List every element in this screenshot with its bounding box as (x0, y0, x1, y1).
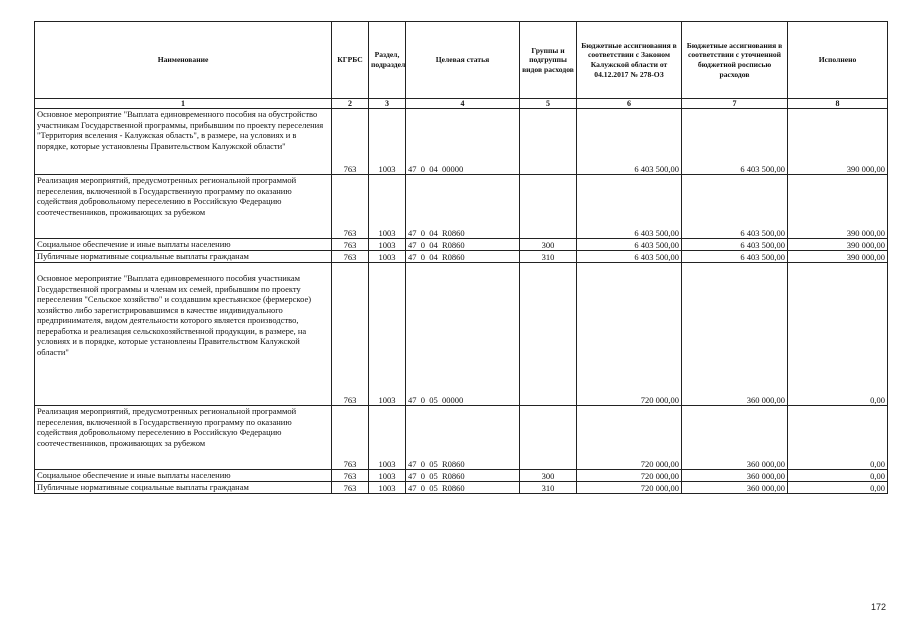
row-law-amount: 720 000,00 (577, 470, 682, 482)
row-kgrbs: 763 (332, 482, 369, 494)
row-section: 1003 (369, 109, 406, 175)
row-executed-amount: 390 000,00 (788, 251, 888, 263)
row-section: 1003 (369, 482, 406, 494)
column-number: 3 (369, 99, 406, 109)
row-name: Реализация мероприятий, предусмотренных региональной программой переселения, включенной в Государственную программу по оказанию содействия добровольному переселению в Российскую Федерацию соотечественников, проживающих за рубежом (35, 406, 332, 470)
header-kgrbs: КГРБС (332, 22, 369, 99)
header-refined-allocations: Бюджетные ассигнования в соответствии с уточненной бюджетной росписью расходов (682, 22, 788, 99)
row-groups (520, 109, 577, 175)
page-number: 172 (870, 602, 886, 612)
row-refined-amount: 6 403 500,00 (682, 239, 788, 251)
table-row (35, 482, 888, 494)
header-executed: Исполнено (788, 22, 888, 99)
row-name: Основное мероприятие "Выплата единовременного пособия участникам Государственной программы и членам их семей, прибывшим по проекту переселения "Сельское хозяйство" и создавшим крестьянское (фермерское) хозяйство либо зарегистрировавшимся в качестве индивидуального предпринимателя, видом деятельности которого является производство, переработка и реализация сельскохозяйственной продукции, в размере, на условиях и в порядке, которые установлены Правительством Калужской области" (35, 263, 332, 406)
row-name: Социальное обеспечение и иные выплаты населению (35, 470, 332, 482)
row-law-amount: 720 000,00 (577, 482, 682, 494)
row-law-amount: 6 403 500,00 (577, 175, 682, 239)
row-section: 1003 (369, 406, 406, 470)
row-kgrbs: 763 (332, 251, 369, 263)
row-refined-amount: 360 000,00 (682, 406, 788, 470)
row-executed-amount: 0,00 (788, 470, 888, 482)
row-target: 47 0 05 R0860 (406, 482, 520, 494)
header-name: Наименование (35, 22, 332, 99)
row-groups: 310 (520, 251, 577, 263)
table-row (35, 175, 888, 239)
table-row (35, 470, 888, 482)
row-groups (520, 263, 577, 406)
row-executed-amount: 0,00 (788, 406, 888, 470)
row-refined-amount: 6 403 500,00 (682, 175, 788, 239)
row-refined-amount: 6 403 500,00 (682, 109, 788, 175)
row-refined-amount: 360 000,00 (682, 470, 788, 482)
row-refined-amount: 360 000,00 (682, 263, 788, 406)
column-number: 8 (788, 99, 888, 109)
column-number: 7 (682, 99, 788, 109)
row-name: Публичные нормативные социальные выплаты гражданам (35, 251, 332, 263)
row-groups (520, 175, 577, 239)
row-law-amount: 720 000,00 (577, 406, 682, 470)
header-target: Целевая статья (406, 22, 520, 99)
row-executed-amount: 390 000,00 (788, 175, 888, 239)
row-groups: 300 (520, 470, 577, 482)
row-executed-amount: 0,00 (788, 263, 888, 406)
row-kgrbs: 763 (332, 109, 369, 175)
header-law-allocations: Бюджетные ассигнования в соответствии с Законом Калужской области от 04.12.2017 № 278-ОЗ (577, 22, 682, 99)
row-target: 47 0 04 R0860 (406, 239, 520, 251)
row-kgrbs: 763 (332, 470, 369, 482)
row-section: 1003 (369, 263, 406, 406)
row-name: Публичные нормативные социальные выплаты гражданам (35, 482, 332, 494)
row-name: Основное мероприятие "Выплата единовременного пособия на обустройство участникам Государственной программы, прибывшим по проекту переселения "Территория вселения - Калужская область", в размере, на условиях и в порядке, которые установлены Правительством Калужской области" (35, 109, 332, 175)
column-number: 4 (406, 99, 520, 109)
table-row (35, 406, 888, 470)
row-kgrbs: 763 (332, 406, 369, 470)
row-refined-amount: 6 403 500,00 (682, 251, 788, 263)
row-section: 1003 (369, 239, 406, 251)
row-law-amount: 720 000,00 (577, 263, 682, 406)
row-target: 47 0 05 R0860 (406, 470, 520, 482)
row-kgrbs: 763 (332, 239, 369, 251)
row-target: 47 0 04 00000 (406, 109, 520, 175)
table-row (35, 251, 888, 263)
row-law-amount: 6 403 500,00 (577, 239, 682, 251)
row-executed-amount: 390 000,00 (788, 239, 888, 251)
row-kgrbs: 763 (332, 263, 369, 406)
table-row (35, 239, 888, 251)
row-refined-amount: 360 000,00 (682, 482, 788, 494)
column-number: 5 (520, 99, 577, 109)
row-groups: 300 (520, 239, 577, 251)
row-target: 47 0 04 R0860 (406, 175, 520, 239)
row-law-amount: 6 403 500,00 (577, 109, 682, 175)
row-executed-amount: 390 000,00 (788, 109, 888, 175)
budget-execution-table (34, 21, 888, 494)
column-number: 2 (332, 99, 369, 109)
row-section: 1003 (369, 251, 406, 263)
row-target: 47 0 04 R0860 (406, 251, 520, 263)
table-header-row (35, 22, 888, 99)
row-executed-amount: 0,00 (788, 482, 888, 494)
row-section: 1003 (369, 470, 406, 482)
header-groups: Группы и подгруппы видов расходов (520, 22, 577, 99)
column-number: 6 (577, 99, 682, 109)
row-groups: 310 (520, 482, 577, 494)
header-section: Раздел, подраздел (369, 22, 406, 99)
row-groups (520, 406, 577, 470)
row-target: 47 0 05 00000 (406, 263, 520, 406)
column-number-row (35, 99, 888, 109)
table-row (35, 109, 888, 175)
row-target: 47 0 05 R0860 (406, 406, 520, 470)
table-row (35, 263, 888, 406)
row-kgrbs: 763 (332, 175, 369, 239)
row-name: Реализация мероприятий, предусмотренных региональной программой переселения, включенной в Государственную программу по оказанию содействия добровольному переселению в Российскую Федерацию соотечественников, проживающих за рубежом (35, 175, 332, 239)
row-name: Социальное обеспечение и иные выплаты населению (35, 239, 332, 251)
row-law-amount: 6 403 500,00 (577, 251, 682, 263)
row-section: 1003 (369, 175, 406, 239)
column-number: 1 (35, 99, 332, 109)
